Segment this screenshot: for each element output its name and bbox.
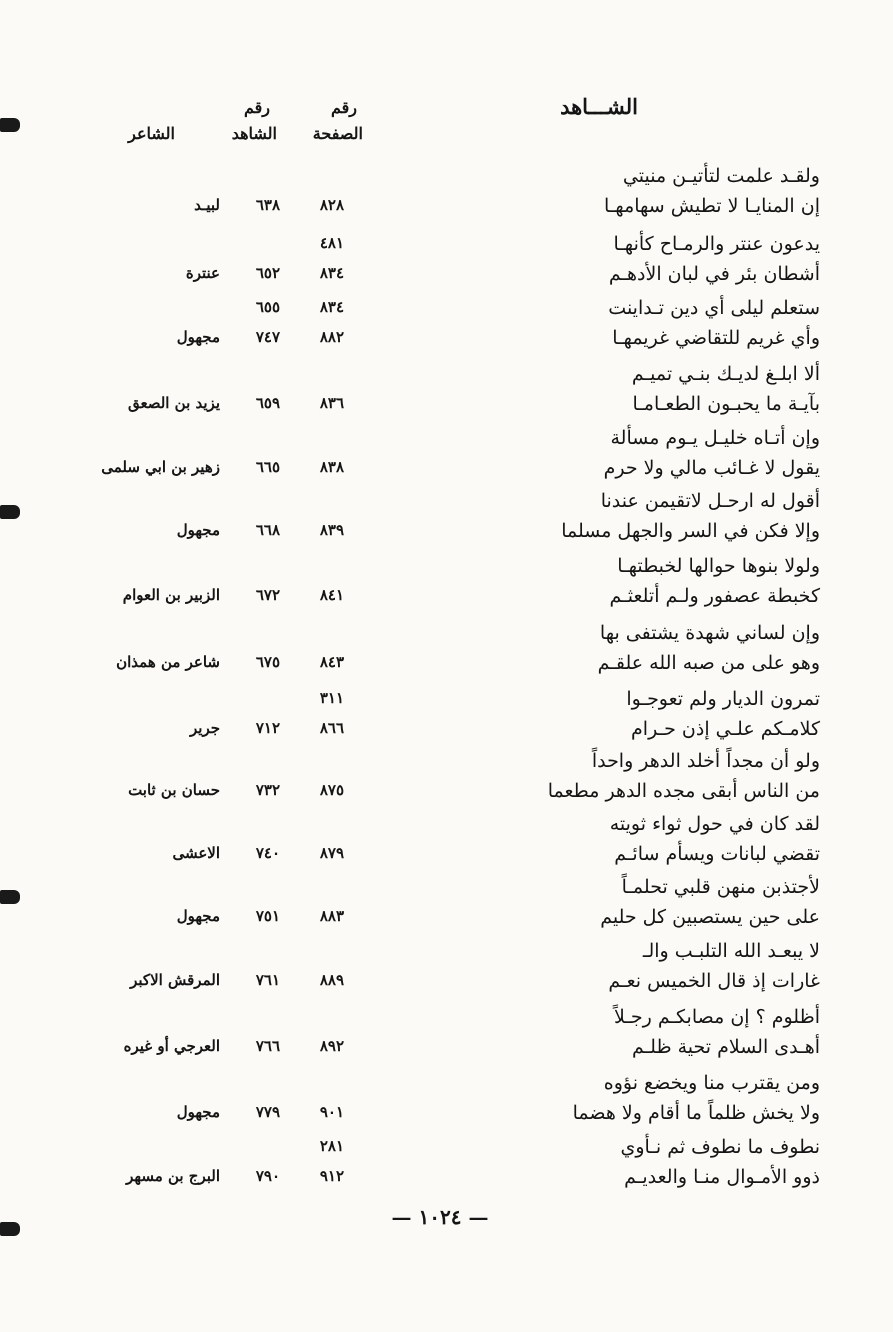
citation-number: ٧٧٩	[255, 1103, 280, 1121]
citation-number: ٧٥١	[255, 907, 280, 925]
verse-line-first: أظلوم ؟ إن مصابكـم رجـلاً	[613, 1006, 820, 1028]
index-entry	[60, 233, 820, 295]
citation-number: ٧١٢	[255, 719, 280, 737]
binding-mark	[0, 890, 20, 904]
citation-number: ٦٦٥	[255, 458, 280, 476]
column-header-number-line2: الشاهد	[231, 124, 277, 143]
verse-line-second: تقضي لبانات ويسأم سائـم	[614, 843, 820, 865]
poet-name: لبيـد	[194, 196, 220, 214]
index-entry	[60, 297, 820, 359]
verse-line-second: يقول لا غـائب مالي ولا حرم	[603, 457, 820, 479]
citation-number: ٦٧٢	[255, 586, 280, 604]
verse-line-first: ولو أن مجداً أخلد الدهر واحداً	[591, 750, 820, 772]
index-entry	[60, 813, 820, 875]
poet-name: مجهول	[176, 907, 220, 925]
poet-name: عنترة	[185, 264, 220, 282]
page-number-first-line: ٢٨١	[319, 1137, 344, 1155]
binding-mark	[0, 118, 20, 132]
column-header-verse: الشـــاهد	[560, 94, 638, 119]
poet-name: حسان بن ثابت	[128, 781, 220, 799]
page-number: ٨٤١	[319, 586, 344, 604]
page-number: ٨٢٨	[319, 196, 344, 214]
poet-name: الزبير بن العوام	[122, 586, 220, 604]
verse-line-second: وهو على من صبه الله علقـم	[597, 652, 820, 674]
verse-line-second: إن المنايـا لا تطيش سهامهـا	[603, 195, 820, 217]
verse-line-second: على حين يستصبين كل حليم	[600, 906, 820, 928]
citation-number: ٦٥٩	[255, 394, 280, 412]
page-number: ٩٠١	[319, 1103, 344, 1121]
index-entry	[60, 1136, 820, 1198]
verse-line-second: بآيـة ما يحبـون الطعـامـا	[632, 393, 820, 415]
page-number: ٨٩٢	[319, 1037, 344, 1055]
poet-name: مجهول	[176, 1103, 220, 1121]
verse-line-first: يدعون عنتر والرمـاح كأنهـا	[613, 233, 820, 255]
poet-name: البرج بن مسهر	[126, 1167, 220, 1185]
verse-line-first: ولقـد علمت لتأتيـن منيتي	[622, 165, 820, 187]
page-number: ٨٧٩	[319, 844, 344, 862]
index-entry	[60, 1072, 820, 1134]
verse-line-second: كخبطة عصفور ولـم أتلعثـم	[609, 585, 820, 607]
column-header-page-line2: الصفحة	[312, 124, 363, 143]
verse-line-first: ستعلم ليلى أي دين تـداينت	[608, 297, 820, 319]
poet-name: مجهول	[176, 328, 220, 346]
index-entry	[60, 622, 820, 684]
page-number: ٨٦٦	[319, 719, 344, 737]
citation-number: ٦٣٨	[255, 196, 280, 214]
verse-line-first: لا يبعـد الله التلبـب والـ	[642, 940, 820, 962]
index-entry	[60, 363, 820, 425]
verse-line-first: أقول له ارحـل لاتقيمن عندنا	[600, 490, 820, 512]
poet-name: شاعر من همذان	[116, 653, 220, 671]
verse-line-second: أشطان بئر في لبان الأدهـم	[608, 263, 820, 285]
verse-line-first: وإن لساني شهدة يشتفى بها	[599, 622, 820, 644]
page-number: ٨٨٩	[319, 971, 344, 989]
index-entry	[60, 876, 820, 938]
verse-line-first: وإن أتـاه خليـل يـوم مسألة	[610, 427, 820, 449]
citation-number: ٧٤٠	[255, 844, 280, 862]
verse-line-first: لأجتذبن منهن قلبي تحلمـاً	[621, 876, 820, 898]
binding-mark	[0, 1222, 20, 1236]
verse-line-first: نطوف ما نطوف ثم نـأوي	[620, 1136, 820, 1158]
verse-line-first: لقد كان في حول ثواء ثويته	[609, 813, 820, 835]
column-header-poet: الشاعر	[128, 124, 175, 143]
verse-line-second: كلامـكم علـي إذن حـرام	[631, 718, 820, 740]
page-number: ٨٨٣	[319, 907, 344, 925]
verse-line-first: تمرون الديار ولم تعوجـوا	[626, 688, 820, 710]
page-number: ٨٣٦	[319, 394, 344, 412]
citation-number: ٧٩٠	[255, 1167, 280, 1185]
citation-number: ٧٦٦	[255, 1037, 280, 1055]
page-number-first-line: ٤٨١	[319, 234, 344, 252]
poet-name: جرير	[190, 719, 220, 737]
page-number: — ١٠٢٤ —	[391, 1205, 489, 1229]
page-number: ٨٣٨	[319, 458, 344, 476]
index-entry	[60, 750, 820, 812]
page-number: ٨٣٤	[319, 264, 344, 282]
verse-line-second: وإلا فكن في السر والجهل مسلما	[561, 520, 820, 542]
verse-line-second: ولا يخش ظلماً ما أقام ولا هضما	[572, 1102, 820, 1124]
page-number: ٨٤٣	[319, 653, 344, 671]
verse-line-second: من الناس أبقى مجده الدهر مطعما	[547, 780, 820, 802]
page-number: ٨٧٥	[319, 781, 344, 799]
poet-name: المرقش الاكبر	[130, 971, 220, 989]
poet-name: مجهول	[176, 521, 220, 539]
verse-line-second: أهـدى السلام تحية ظلـم	[631, 1036, 820, 1058]
index-entry	[60, 1006, 820, 1068]
column-header-number-line1: رقم	[243, 98, 270, 117]
index-entry	[60, 427, 820, 489]
citation-number: ٦٧٥	[255, 653, 280, 671]
citation-number: ٦٦٨	[255, 521, 280, 539]
page-number-first-line: ٨٣٤	[319, 298, 344, 316]
citation-number: ٧٣٢	[255, 781, 280, 799]
verse-line-second: غارات إذ قال الخميس نعـم	[608, 970, 820, 992]
verse-line-first: ولولا بنوها حوالها لخبطتهـا	[617, 555, 820, 577]
citation-number: ٦٥٢	[255, 264, 280, 282]
page-number: ٨٨٢	[319, 328, 344, 346]
index-entry	[60, 940, 820, 1002]
column-header-page-line1: رقم	[330, 98, 357, 117]
verse-line-first: ومن يقترب منا ويخضع نؤوه	[603, 1072, 820, 1094]
citation-number-first-line: ٦٥٥	[255, 298, 280, 316]
poet-name: يزيد بن الصعق	[127, 394, 220, 412]
page-number: ٩١٢	[319, 1167, 344, 1185]
verse-line-first: ألا ابلـغ لديـك بنـي تميـم	[631, 363, 820, 385]
citation-number: ٧٦١	[255, 971, 280, 989]
verse-line-second: وأي غريم للتقاضي غريمهـا	[612, 327, 820, 349]
index-entry	[60, 688, 820, 750]
page-number: ٨٣٩	[319, 521, 344, 539]
verse-line-second: ذوو الأمـوال منـا والعديـم	[624, 1166, 820, 1188]
poet-name: الاعشى	[172, 844, 220, 862]
index-entry	[60, 555, 820, 617]
index-entry	[60, 490, 820, 552]
poet-name: العرجي أو غيره	[123, 1037, 220, 1055]
binding-mark	[0, 505, 20, 519]
citation-number: ٧٤٧	[255, 328, 280, 346]
page-number-first-line: ٣١١	[319, 689, 344, 707]
index-entry	[60, 165, 820, 227]
poet-name: زهير بن ابي سلمى	[101, 458, 220, 476]
